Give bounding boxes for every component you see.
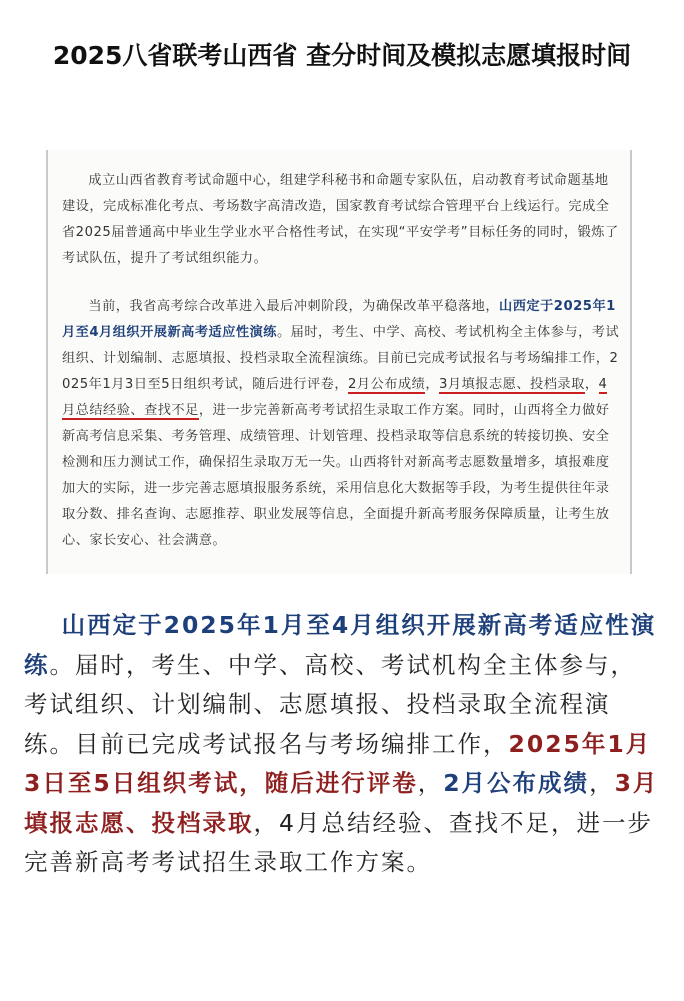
quoted-text: ，进一步完善新高考考试招生录取工作方案。同时，山西将全力做好新高考信息采集、考务管理、成绩管理、计划管理、投档录取等信息系统的转接切换、安全检测和压力测试工作，确保招生录取万无一失。山西将针对新高考志愿数量增多，填报难度加大的实际，进一步完善志愿填报服务系统，采用信息化大数据等手段，为考生提供往年录取分数、排名查询、志愿推荐、职业发展等信息，全面提升新高考服务保障质量，让考生放心、家长安心、社会满意。 xyxy=(62,403,610,548)
quoted-paragraph-1: 成立山西省教育考试命题中心，组建学科秘书和命题专家队伍，启动教育考试命题基地建设，完成标准化考点、考场数字高清改造，国家教育考试综合管理平台上线运行。完成全省2025届普通高中毕业生学业水平合格性考试，在实现“平安学考”目标任务的同时，锻炼了考试队伍，提升了考试组织能力。 xyxy=(62,173,619,266)
summary-paragraph xyxy=(24,606,660,883)
quoted-text: ， xyxy=(584,377,599,392)
summary-highlight-schedule: 山西定于2025年1月至4月组织开展新高考适应性演练 xyxy=(24,611,657,679)
quoted-paragraph-2 xyxy=(62,294,620,554)
quoted-document-screenshot xyxy=(46,150,632,574)
summary-highlight-score-release: 2月公布成绩 xyxy=(443,769,590,797)
quoted-text: 当前，我省高考综合改革进入最后冲刺阶段，为确保改革平稳落地， xyxy=(88,299,500,314)
summary-highlight-volunteer-filling: 3月填报志愿、投档录取 xyxy=(24,769,659,837)
quoted-text: 。届时，考生、中学、高校、考试机构全主体参与，考试组织、计划编制、志愿填报、投档录取全流程演练。目前已完成考试报名与考场编排工作，2025年1月3日至5日组织考试，随后进行评卷， xyxy=(62,325,620,392)
page-title: 2025八省联考山西省 查分时间及模拟志愿填报时间 xyxy=(52,41,632,70)
summary-text: ，4月总结经验、查找不足，进一步完善新高考考试招生录取工作方案。 xyxy=(24,808,653,876)
summary-text: ， xyxy=(589,769,615,797)
underlined-score-release: 2月公布成绩 xyxy=(348,377,426,392)
summary-text: ， xyxy=(417,769,444,797)
summary-highlight-exam-dates: 2025年1月3日至5日组织考试，随后进行评卷 xyxy=(24,729,652,797)
underlined-summary: 4月总结经验、查找不足 xyxy=(62,377,608,418)
summary-text: 。届时，考生、中学、高校、考试机构全主体参与，考试组织、计划编制、志愿填报、投档录取全流程演练。目前已完成考试报名与考场编排工作， xyxy=(24,650,636,758)
underlined-volunteer-filling: 3月填报志愿、投档录取 xyxy=(439,377,585,392)
quoted-text: ， xyxy=(425,377,440,392)
quoted-highlight-schedule: 山西定于2025年1月至4月组织开展新高考适应性演练 xyxy=(62,299,616,340)
